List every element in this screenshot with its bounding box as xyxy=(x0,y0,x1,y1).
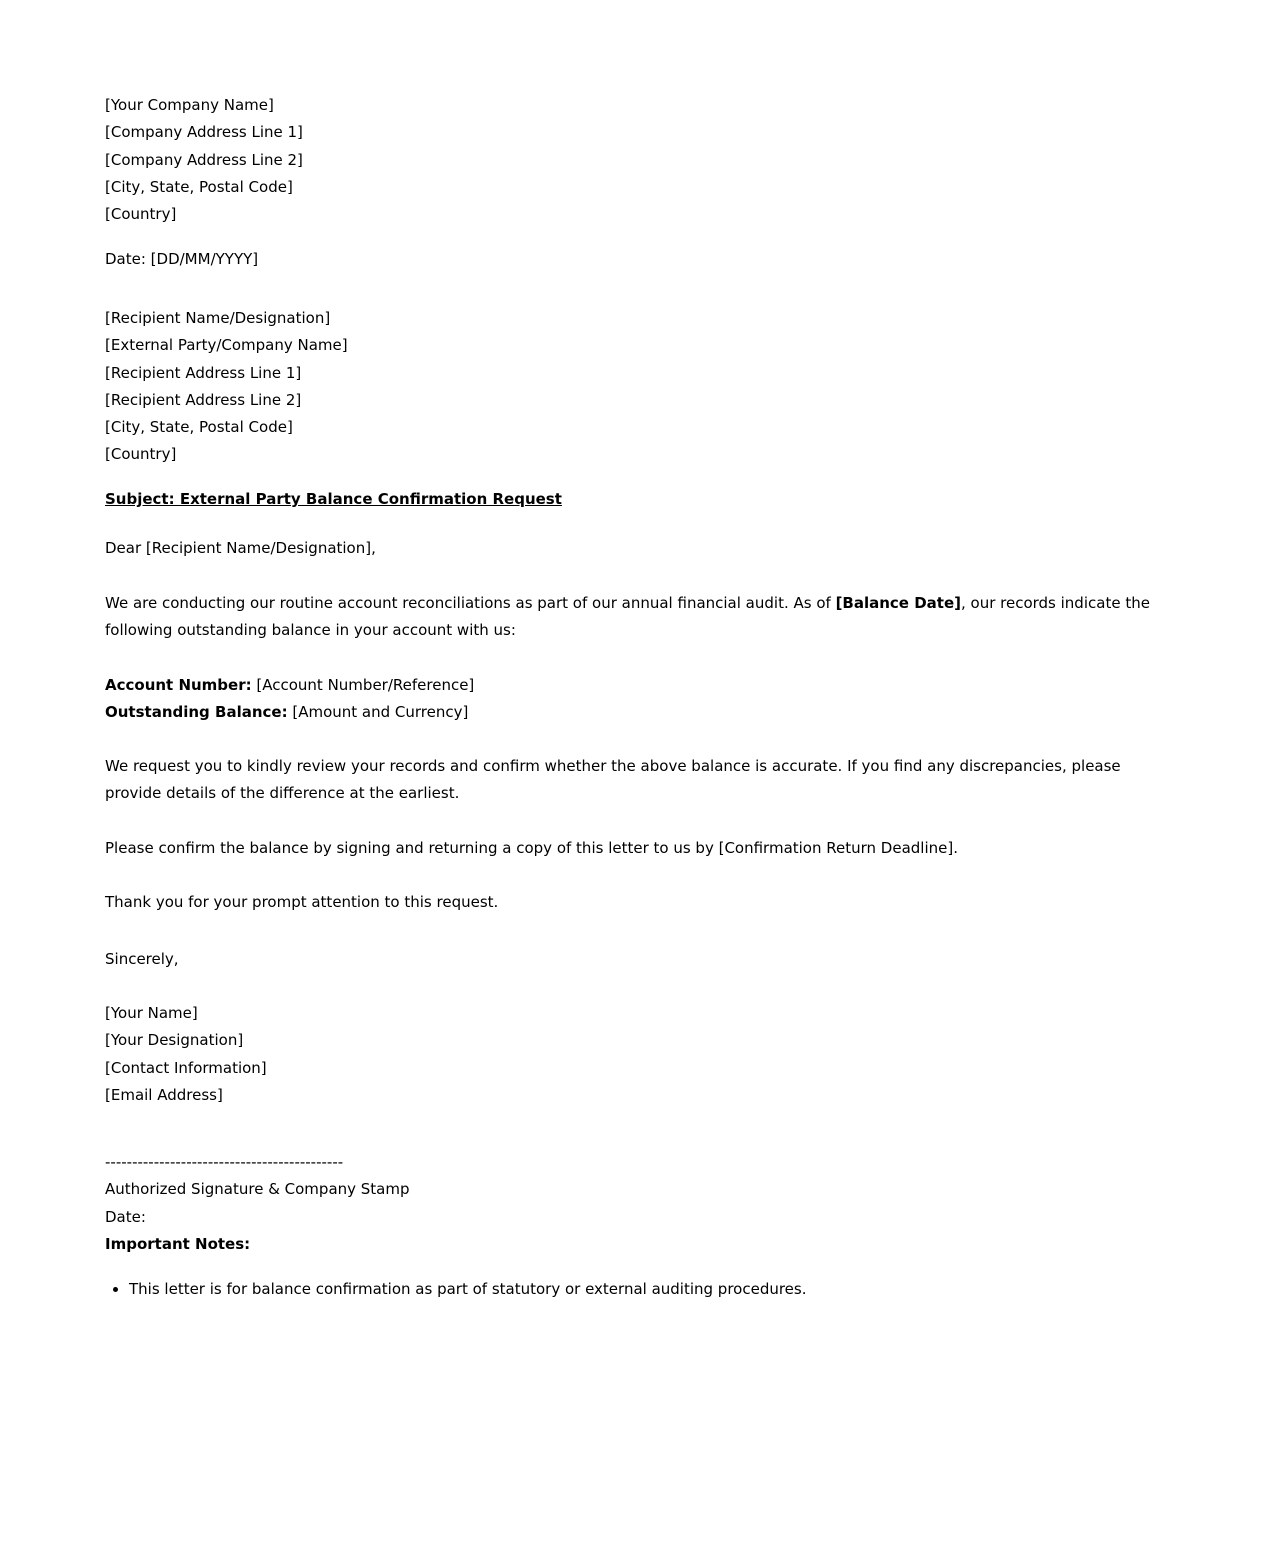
signature-email: [Email Address] xyxy=(105,1085,223,1104)
body-p1-before: We are conducting our routine account reconciliations as part of our annual financial audit. As of xyxy=(105,594,836,612)
sender-address-line-1: [Company Address Line 1] xyxy=(105,123,303,142)
sender-address-line-2: [Company Address Line 2] xyxy=(105,150,303,169)
sender-block xyxy=(105,92,303,228)
outstanding-balance-row xyxy=(105,699,474,726)
signature-name: [Your Name] xyxy=(105,1004,198,1022)
important-notes-heading: Important Notes: xyxy=(105,1234,251,1253)
salutation: Dear [Recipient Name/Designation], xyxy=(105,539,376,557)
sender-city-state-postal: [City, State, Postal Code] xyxy=(105,177,293,196)
outstanding-balance-label: Outstanding Balance: xyxy=(105,703,288,722)
balance-date: [Balance Date] xyxy=(835,594,961,612)
recipient-block xyxy=(105,305,348,469)
authorization-block xyxy=(105,1149,410,1258)
recipient-city-state-postal: [City, State, Postal Code] xyxy=(105,418,293,437)
account-number-value: [Account Number/Reference] xyxy=(251,676,475,694)
signature-designation: [Your Designation] xyxy=(105,1031,244,1050)
account-number-row xyxy=(105,672,474,699)
account-number-label: Account Number: xyxy=(105,676,252,694)
authorized-signature-label: Authorized Signature & Company Stamp xyxy=(105,1180,410,1199)
recipient-address-line-1: [Recipient Address Line 1] xyxy=(105,363,302,382)
body-paragraph-3: Please confirm the balance by signing and returning a copy of this letter to us by [Confirmation Return Deadline]. xyxy=(105,839,958,857)
recipient-name-designation: [Recipient Name/Designation] xyxy=(105,309,331,327)
body-p1-after: , our records indicate the following outstanding balance in your account with us: xyxy=(105,594,1150,639)
list-item: • This letter is for balance confirmation as part of statutory or external auditing procedures. xyxy=(129,1276,1165,1303)
signature-dash-line: -------------------------------------------- xyxy=(105,1153,344,1171)
signature-block xyxy=(105,1000,267,1109)
sender-country: [Country] xyxy=(105,205,177,224)
body-paragraph-2: We request you to kindly review your records and confirm whether the above balance is accurate. If you find any discrepancies, please provide details of the difference at the earliest. xyxy=(105,757,1121,802)
body-paragraph-4: Thank you for your prompt attention to this request. xyxy=(105,893,499,911)
recipient-address-line-2: [Recipient Address Line 2] xyxy=(105,390,302,409)
outstanding-balance-value: [Amount and Currency] xyxy=(287,703,469,722)
sender-company-name: [Your Company Name] xyxy=(105,96,274,114)
body-paragraph-1 xyxy=(105,590,1165,644)
recipient-company-name: [External Party/Company Name] xyxy=(105,336,348,355)
account-details xyxy=(105,672,474,727)
recipient-country: [Country] xyxy=(105,445,177,464)
subject-line: Subject: External Party Balance Confirmation Request xyxy=(105,490,562,508)
signature-contact: [Contact Information] xyxy=(105,1058,267,1077)
important-notes-list xyxy=(105,1276,1165,1303)
letter-date: Date: [DD/MM/YYYY] xyxy=(105,250,259,268)
closing: Sincerely, xyxy=(105,950,179,968)
authorization-date-label: Date: xyxy=(105,1207,146,1226)
